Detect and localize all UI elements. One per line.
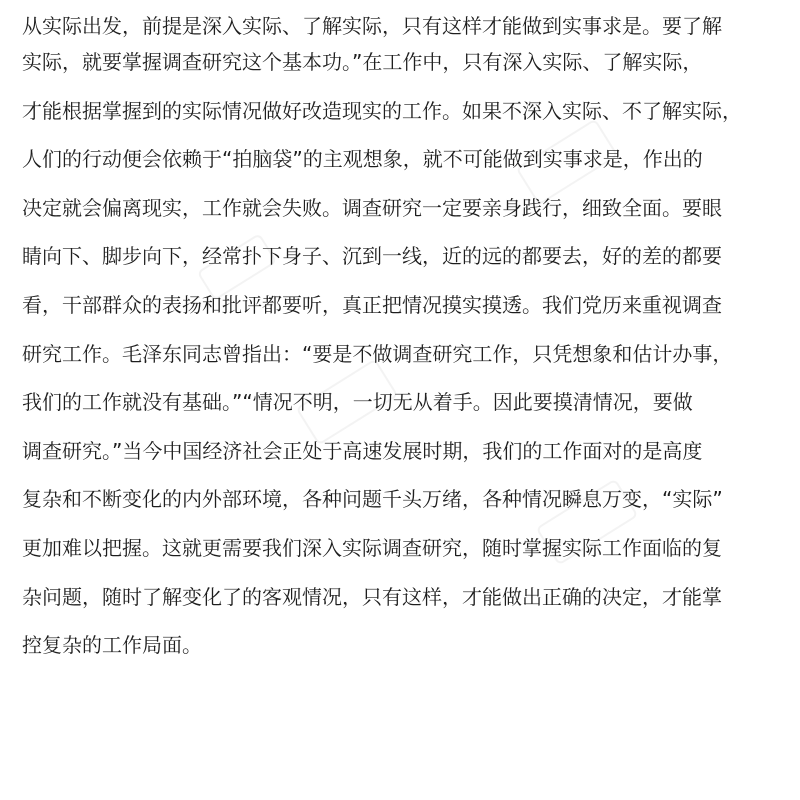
text-line: 复杂和不断变化的内外部环境，各种问题千头万绪，各种情况瞬息万变，“实际”: [22, 487, 723, 512]
text-line: 更加难以把握。这就更需要我们深入实际调查研究，随时掌握实际工作面临的复: [22, 535, 722, 560]
text-line: 决定就会偏离现实，工作就会失败。调查研究一定要亲身践行，细致全面。要眼: [22, 195, 722, 220]
text-line: 调查研究。”当今中国经济社会正处于高速发展时期，我们的工作面对的是高度: [22, 438, 703, 463]
text-line: 控复杂的工作局面。: [22, 633, 202, 658]
text-line: 人们的行动便会依赖于“拍脑袋”的主观想象，就不可能做到实事求是，作出的: [22, 147, 703, 172]
text-line: 看，干部群众的表扬和批评都要听，真正把情况摸实摸透。我们党历来重视调查: [22, 292, 722, 317]
text-line: 杂问题，随时了解变化了的客观情况，只有这样，才能做出正确的决定，才能掌: [22, 584, 722, 609]
text-line: 我们的工作就没有基础。”“情况不明，一切无从着手。因此要摸清情况，要做: [22, 390, 693, 415]
body-paragraph: [22, 0, 782, 670]
text-line: 才能根据掌握到的实际情况做好改造现实的工作。如果不深入实际、不了解实际，: [22, 98, 742, 123]
text-line: 睛向下、脚步向下，经常扑下身子、沉到一线，近的远的都要去，好的差的都要: [22, 244, 722, 269]
text-line: 研究工作。毛泽东同志曾指出：“要是不做调查研究工作，只凭想象和估计办事，: [22, 341, 733, 366]
text-line: 实际，就要掌握调查研究这个基本功。”在工作中，只有深入实际、了解实际，: [22, 50, 703, 74]
text-line: 从实际出发，前提是深入实际、了解实际，只有这样才能做到实事求是。要了解: [22, 14, 722, 38]
